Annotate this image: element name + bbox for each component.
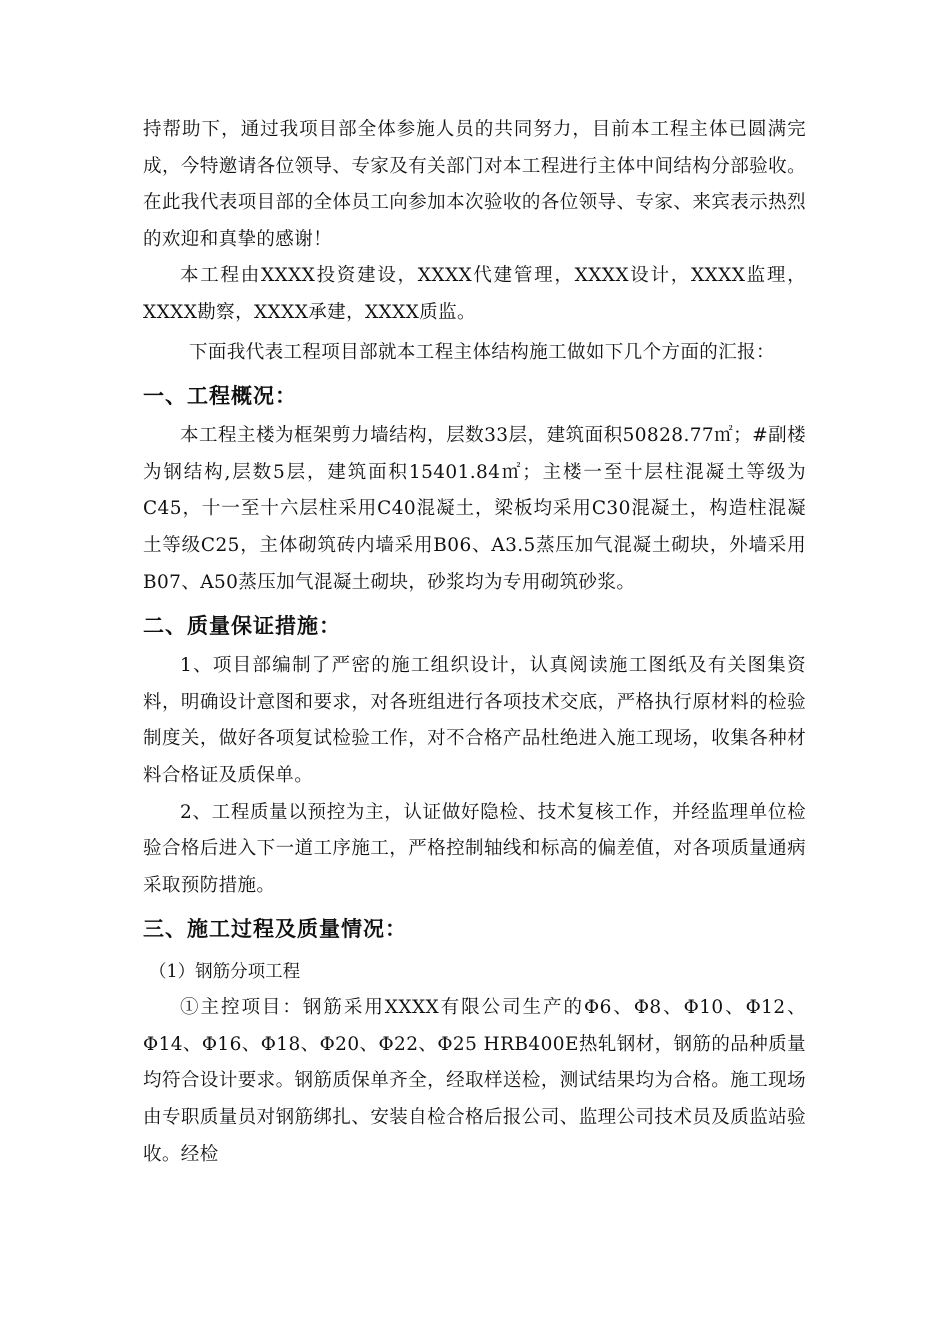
intro-paragraph-1: 持帮助下，通过我项目部全体参施人员的共同努力，目前本工程主体已圆满完成，今特邀请各位领导、专家及有关部门对本工程进行主体中间结构分部验收。在此我代表项目部的全体员工向参加本次验收的各位领导、专家、来宾表示热烈的欢迎和真挚的感谢！ [143, 119, 806, 250]
section-2-heading: 二、质量保证措施： [143, 613, 341, 639]
section-3-sub-1-body: ①主控项目：钢筋采用XXXX有限公司生产的Φ6、Φ8、Φ10、Φ12、Φ14、Φ16、Φ18、Φ20、Φ22、Φ25 HRB400E热轧钢材，钢筋的品种质量均符合设计要求。钢筋质保单齐全，经取样送检，测试结果均为合格。施工现场由专职质量员对钢筋绑扎、安装自检合格后报公司、监理公司技术员及质监站验收。经检 [143, 997, 806, 1165]
intro-paragraph-3: 下面我代表工程项目部就本工程主体结构施工做如下几个方面的汇报： [189, 341, 775, 363]
document-page [143, 112, 806, 1173]
section-1-heading: 一、工程概况： [143, 383, 297, 409]
intro-paragraph-2: 本工程由XXXX投资建设，XXXX代建管理，XXXX设计，XXXX监理，XXXX勘察，XXXX承建，XXXX质监。 [143, 265, 806, 323]
section-2-item-1: 1、项目部编制了严密的施工组织设计，认真阅读施工图纸及有关图集资料，明确设计意图和要求，对各班组进行各项技术交底，严格执行原材料的检验制度关，做好各项复试检验工作，对不合格产品杜绝进入施工现场，收集各种材料合格证及质保单。 [143, 655, 806, 786]
section-3-heading: 三、施工过程及质量情况： [143, 916, 407, 942]
section-1-body: 本工程主楼为框架剪力墙结构，层数33层，建筑面积50828.77㎡；#副楼为钢结构,层数5层，建筑面积15401.84㎡；主楼一至十层柱混凝土等级为C45，十一至十六层柱采用C40混凝土，梁板均采用C30混凝土，构造柱混凝土等级C25，主体砌筑砖内墙采用B06、A3.5蒸压加气混凝土砌块，外墙采用B07、A50蒸压加气混凝土砌块，砂浆均为专用砌筑砂浆。 [143, 425, 806, 593]
section-3-subheading-1: （1）钢筋分项工程 [149, 962, 301, 983]
section-2-item-2: 2、工程质量以预控为主，认证做好隐检、技术复核工作，并经监理单位检验合格后进入下一道工序施工，严格控制轴线和标高的偏差值，对各项质量通病采取预防措施。 [143, 801, 806, 896]
